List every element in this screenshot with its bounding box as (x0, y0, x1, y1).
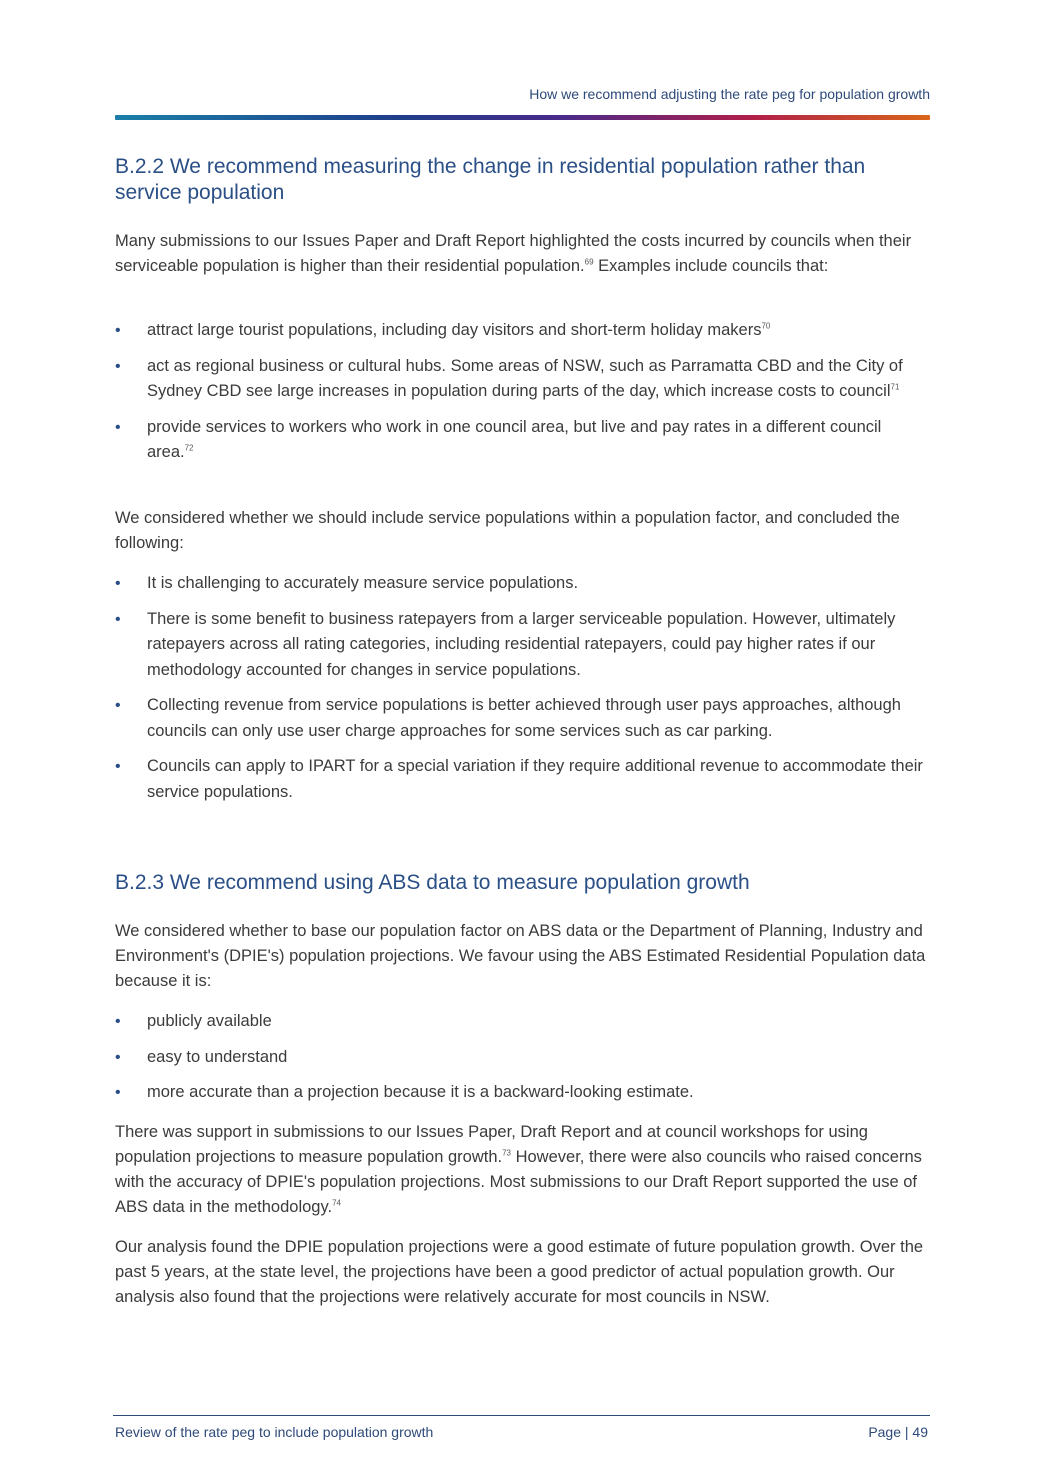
intro-tail: Examples include councils that: (593, 257, 829, 275)
list-item-text: Councils can apply to IPART for a special variation if they require additional revenue to accommodate their service populations. (147, 757, 923, 801)
bullet-icon: • (115, 1084, 121, 1101)
bullet-list-cost-examples (115, 318, 930, 476)
bullet-list-abs-reasons (115, 1009, 930, 1116)
paragraph-analysis: Our analysis found the DPIE population projections were a good estimate of future population growth. Over the past 5 years, at the state level, the projections have been a good predictor of actual population growth. Our analysis also found that the projections were relatively accurate for most councils in NSW. (115, 1238, 924, 1306)
list-item (115, 415, 930, 466)
footnote-ref[interactable]: 72 (184, 443, 194, 453)
paragraph-text: However, there were also councils who raised concerns with the accuracy of DPIE's population projections. Most submissions to our Draft Report supported the use of ABS data in the methodology. (115, 1148, 922, 1216)
list-item-text: easy to understand (147, 1047, 288, 1066)
paragraph-considered: We considered whether we should include service populations within a population factor, and concluded the following: (115, 509, 900, 552)
bullet-icon: • (115, 418, 121, 436)
list-item (115, 318, 930, 344)
footnote-ref[interactable]: 71 (890, 382, 900, 392)
footnote-ref[interactable]: 69 (584, 257, 594, 267)
paragraph-text: There was support in submissions to our Issues Paper, Draft Report and at council workshops for using population projections to measure population growth. (115, 1123, 868, 1166)
list-item (115, 1045, 930, 1071)
header-divider (115, 115, 930, 120)
list-item (115, 354, 930, 405)
bullet-icon: • (115, 697, 121, 714)
list-item (115, 1009, 930, 1035)
list-item-text: Collecting revenue from service populations is better achieved through user pays approaches, although councils can only use user charge approaches for some services such as car parking. (147, 696, 901, 740)
bullet-icon: • (115, 758, 121, 775)
list-item (115, 571, 930, 597)
list-item-text: attract large tourist populations, including day visitors and short-term holiday makers (147, 321, 762, 339)
list-item-text: act as regional business or cultural hubs. Some areas of NSW, such as Parramatta CBD and the City of Sydney CBD see large increases in population during parts of the day, which increase costs to council (147, 356, 903, 400)
bullet-icon: • (115, 357, 121, 375)
footnote-ref[interactable]: 73 (502, 1148, 511, 1158)
list-item (115, 754, 930, 805)
bullet-list-conclusions (115, 571, 930, 815)
paragraph-abs-vs-dpie: We considered whether to base our population factor on ABS data or the Department of Planning, Industry and Environment's (DPIE's) population projections. We favour using the ABS Estimated Residential Population data because it is: (115, 922, 926, 990)
list-item (115, 607, 930, 684)
section-heading-b22: B.2.2 We recommend measuring the change in residential population rather than service population (115, 155, 866, 204)
list-item-text: It is challenging to accurately measure service populations. (147, 574, 579, 592)
intro-text: Many submissions to our Issues Paper and Draft Report highlighted the costs incurred by councils when their serviceable population is higher than their residential population. (115, 232, 912, 275)
footnote-ref[interactable]: 74 (332, 1198, 341, 1208)
section-heading-b23: B.2.3 We recommend using ABS data to measure population growth (115, 871, 750, 894)
footer-report-title: Review of the rate peg to include population growth (115, 1424, 434, 1440)
list-item (115, 693, 930, 744)
list-item-text: publicly available (147, 1012, 272, 1030)
bullet-icon: • (115, 1048, 121, 1066)
list-item-text: more accurate than a projection because it is a backward-looking estimate. (147, 1083, 694, 1101)
bullet-icon: • (115, 610, 121, 628)
bullet-icon: • (115, 1013, 121, 1030)
footer-divider (113, 1415, 930, 1416)
list-item-text: There is some benefit to business ratepayers from a larger serviceable population. However, ultimately ratepayers across all rating categories, including residential ratepayers, could pay higher rates if our methodology accounted for changes in service populations. (147, 609, 896, 679)
bullet-icon: • (115, 322, 121, 339)
page-number: Page | 49 (868, 1424, 928, 1440)
paragraph-intro (115, 229, 930, 279)
list-item-text: provide services to workers who work in one council area, but live and pay rates in a different council area. (147, 417, 882, 461)
paragraph-submissions (115, 1120, 930, 1220)
footnote-ref[interactable]: 70 (761, 321, 771, 331)
bullet-icon: • (115, 575, 121, 592)
running-header: How we recommend adjusting the rate peg for population growth (529, 86, 930, 102)
list-item (115, 1080, 930, 1106)
